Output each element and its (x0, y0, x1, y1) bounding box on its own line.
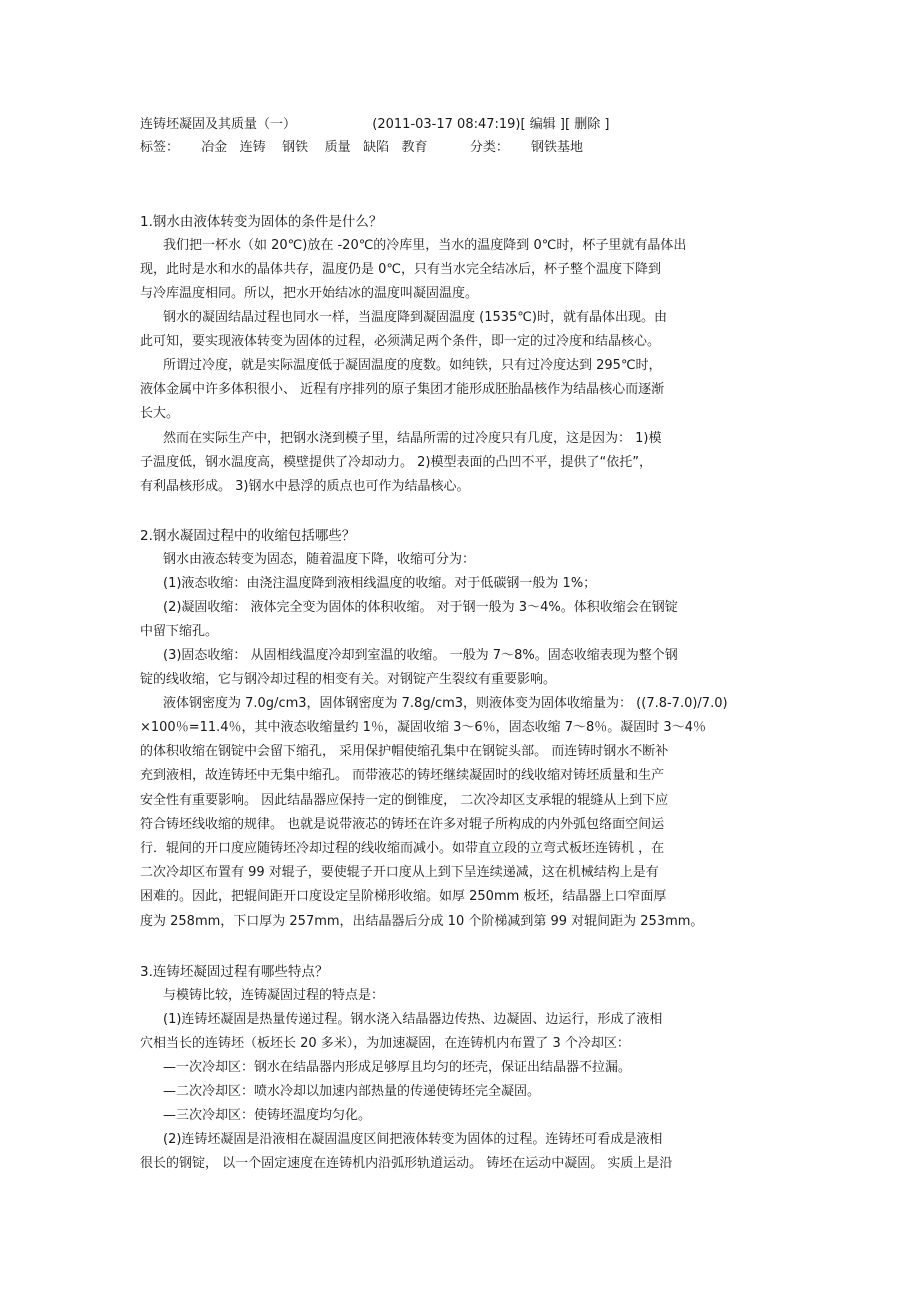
paragraph-line: 行．辊间的开口度应随铸坯冷却过程的线收缩而减小。如带直立段的立弯式板坯连铸机 ，在 (140, 841, 665, 856)
paragraph-line: 与模铸比较，连铸凝固过程的特点是： (163, 988, 385, 1003)
paragraph-line: 有利晶核形成。 3)钢水中悬浮的质点也可作为结晶核心。 (140, 479, 470, 494)
paragraph-line: 安全性有重要影响。 因此结晶器应保持一定的倒锥度， 二次冷却区支承辊的辊缝从上到下应 (140, 793, 669, 808)
tags-label: 标签： (140, 140, 180, 155)
paragraph-line: 中留下缩孔。 (140, 624, 219, 639)
paragraph-line: 此可知，要实现液体转变为固体的过程，必须满足两个条件，即一定的过冷度和结晶核心。 (140, 334, 661, 349)
paragraph-line: (1)液态收缩：由浇注温度降到液相线温度的收缩。对于低碳钢一般为 1%； (163, 576, 597, 591)
tag-link[interactable]: 教育 (401, 140, 428, 155)
paragraph-line: (2)凝固收缩： 液体完全变为固体的体积收缩。 对于钢一般为 3～4%。体积收缩会在钢锭 (163, 600, 678, 615)
paragraph-line: 液体金属中许多体积很小、 近程有序排列的原子集团才能形成胚胎晶核作为结晶核心而逐渐 (140, 382, 665, 397)
paragraph-line: 然而在实际生产中，把钢水浇到模子里，结晶所需的过冷度只有几度，这是因为： 1)模 (163, 431, 662, 446)
article-title: 连铸坯凝固及其质量（一） (140, 117, 297, 132)
section-heading: 3.连铸坯凝固过程有哪些特点？ (140, 964, 329, 980)
paragraph-line: 度为 258mm，下口厚为 257mm，出结晶器后分成 10 个阶梯减到第 99 对辊间距为 253mm。 (140, 914, 704, 929)
paragraph-line: 现，此时是水和水的晶体共存，温度仍是 0℃，只有当水完全结冰后，杯子整个温度下降到 (140, 262, 662, 277)
paragraph-line: 的体积收缩在钢锭中会留下缩孔， 采用保护帽使缩孔集中在钢锭头部。 而连铸时钢水不断补 (140, 744, 669, 759)
paragraph-line: 符合铸坯线收缩的规律。 也就是说带液芯的铸坯在许多对辊子所构成的内外弧包络面空间运 (140, 817, 665, 832)
paragraph-line: (3)固态收缩： 从固相线温度冷却到室温的收缩。 一般为 7～8%。固态收缩表现为整个钢 (163, 648, 678, 663)
section-heading: 2.钢水凝固过程中的收缩包括哪些？ (140, 528, 356, 544)
paragraph-line: 钢水由液态转变为固态，随着温度下降，收缩可分为： (163, 552, 476, 567)
paragraph-line: 子温度低，钢水温度高，模壁提供了冷却动力。 2)模型表面的凸凹不平，提供了“依托”， (140, 455, 652, 470)
section-heading: 1.钢水由液体转变为固体的条件是什么？ (140, 214, 383, 230)
article-header (140, 116, 609, 134)
paragraph-line: 长大。 (140, 406, 180, 421)
tags-row (140, 139, 583, 157)
tag-link[interactable]: 钢铁 (282, 140, 309, 155)
paragraph-line: 我们把一杯水（如 20℃)放在 -20℃的冷库里，当水的温度降到 0℃时，杯子里就有晶体出 (163, 238, 687, 253)
paragraph-line: 困难的。因此，把辊间距开口度设定呈阶梯形收缩。如厚 250mm 板坯，结晶器上口窄面厚 (140, 889, 667, 904)
bracket-mid: ][ (559, 117, 571, 132)
paragraph-line: 很长的钢锭， 以一个固定速度在连铸机内沿弧形轨道运动。 铸坯在运动中凝固。 实质上是沿 (140, 1156, 673, 1171)
paragraph-line: 穴相当长的连铸坯（板坯长 20 多米），为加速凝固，在连铸机内布置了 3 个冷却区： (140, 1036, 630, 1051)
paragraph-line: —一次冷却区：钢水在结晶器内形成足够厚且均匀的坯壳，保证出结晶器不拉漏。 (163, 1060, 632, 1075)
paragraph-line: 液体钢密度为 7.0g/cm3，固体钢密度为 7.8g/cm3，则液体变为固体收缩量为： ((7.8-7.0)/7.0) (163, 696, 728, 711)
tag-link[interactable]: 缺陷 (363, 140, 390, 155)
delete-link[interactable]: 删除 (574, 117, 601, 132)
tag-link[interactable]: 连铸 (239, 140, 266, 155)
tag-link[interactable]: 冶金 (201, 140, 228, 155)
paragraph-line: 充到液相，故连铸坯中无集中缩孔。 而带液芯的铸坯继续凝固时的线收缩对铸坯质量和生产 (140, 768, 665, 783)
paragraph-line: 锭的线收缩，它与钢冷却过程的相变有关。对钢锭产生裂纹有重要影响。 (140, 672, 557, 687)
paragraph-line: —二次冷却区：喷水冷却以加速内部热量的传递使铸坯完全凝固。 (163, 1084, 541, 1099)
paragraph-line: (2)连铸坯凝固是沿液相在凝固温度区间把液体转变为固体的过程。连铸坯可看成是液相 (163, 1132, 663, 1147)
paragraph-line: ×100％=11.4％，其中液态收缩量约 1％，凝固收缩 3～6％，固态收缩 7～8％。凝固时 3～4％ (140, 720, 706, 735)
paragraph-line: 二次冷却区布置有 99 对辊子，要使辊子开口度从上到下呈连续递减，这在机械结构上是有 (140, 865, 659, 880)
edit-link[interactable]: 编辑 (529, 117, 556, 132)
paragraph-line: —三次冷却区：使铸坯温度均匀化。 (163, 1108, 372, 1123)
post-datetime: (2011-03-17 08:47:19)[ (372, 117, 526, 132)
tag-link[interactable]: 质量 (324, 140, 351, 155)
paragraph-line: 钢水的凝固结晶过程也同水一样，当温度降到凝固温度 (1535℃)时，就有晶体出现。由 (163, 310, 667, 325)
category-link[interactable]: 钢铁基地 (530, 140, 583, 155)
bracket-end: ] (604, 117, 610, 132)
paragraph-line: 所谓过冷度，就是实际温度低于凝固温度的度数。如纯铁，只有过冷度达到 295℃时， (163, 358, 662, 373)
category-label: 分类： (469, 140, 509, 155)
paragraph-line: 与冷库温度相同。所以，把水开始结冰的温度叫凝固温度。 (140, 286, 479, 301)
paragraph-line: (1)连铸坯凝固是热量传递过程。钢水浇入结晶器边传热、边凝固、边运行，形成了液相 (163, 1012, 663, 1027)
